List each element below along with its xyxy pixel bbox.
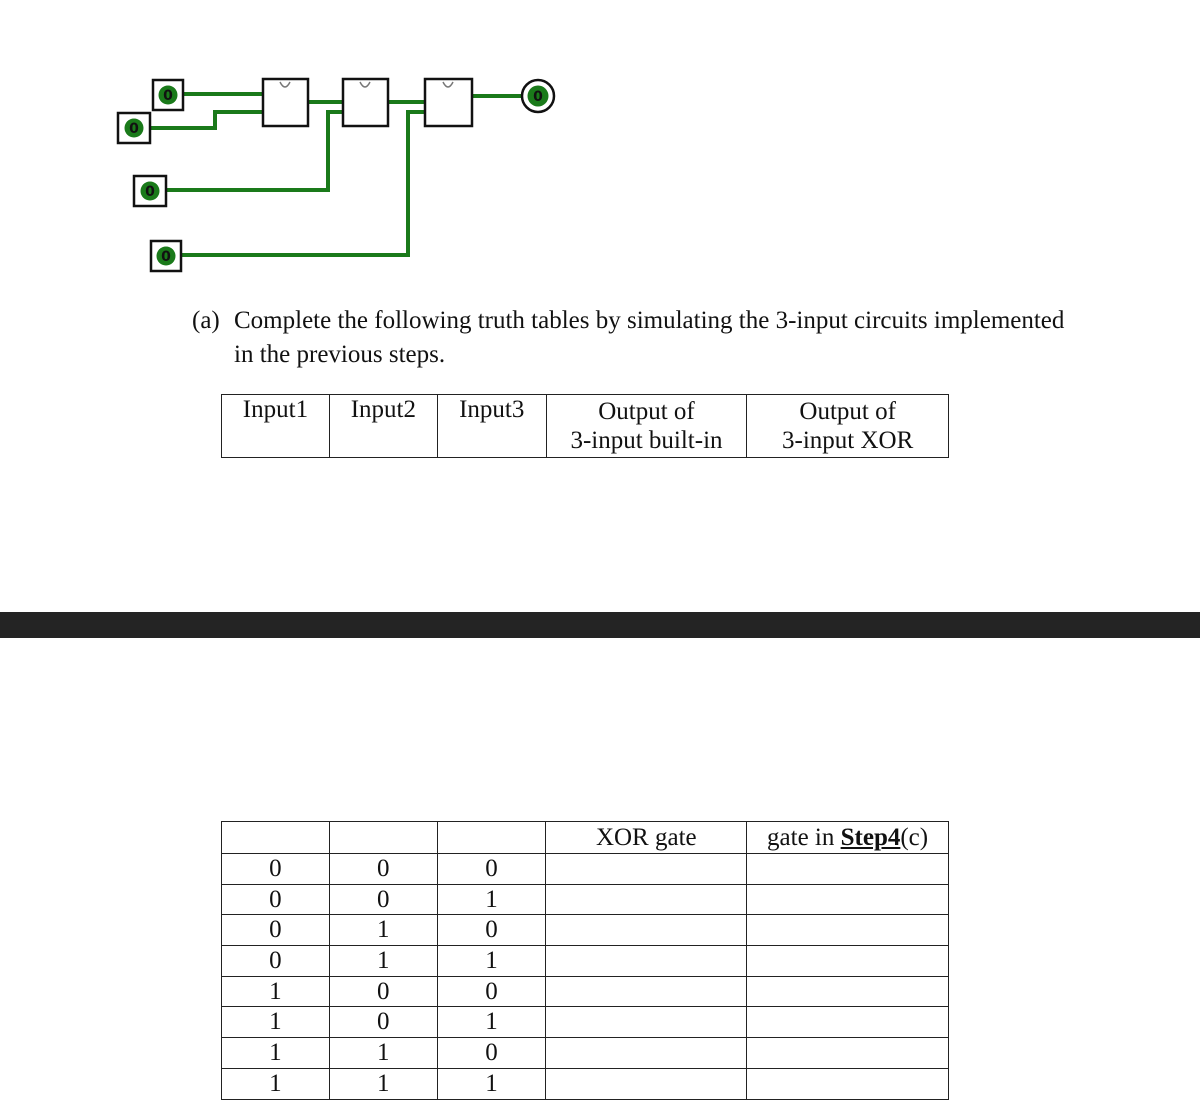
input-pin-2[interactable]	[118, 113, 150, 143]
cell-input2: 0	[329, 854, 437, 885]
cell-input3: 1	[437, 1068, 546, 1099]
gate-2[interactable]	[343, 79, 388, 126]
header-input2: Input2	[329, 395, 437, 458]
table-row	[222, 884, 949, 915]
question-number: (a)	[192, 307, 220, 334]
cell-input3: 0	[437, 915, 546, 946]
input-pin-4[interactable]	[151, 241, 181, 271]
output-pin	[522, 80, 554, 112]
table-row	[222, 946, 949, 977]
cell-xor-output[interactable]	[546, 946, 747, 977]
cell-input3: 0	[437, 1038, 546, 1069]
cell-input1: 1	[222, 1068, 330, 1099]
cell-step4-output[interactable]	[747, 884, 949, 915]
table-row	[222, 915, 949, 946]
cell-input1: 0	[222, 854, 330, 885]
header-input1: Input1	[222, 395, 330, 458]
input-pin-value: 0	[129, 121, 139, 137]
table-header-row	[222, 822, 949, 854]
wire-c	[166, 112, 343, 190]
cell-xor-output[interactable]	[546, 884, 747, 915]
cell-input2: 1	[329, 915, 437, 946]
header-line: Output of	[598, 398, 695, 425]
table-row	[222, 1038, 949, 1069]
header-text: (c)	[900, 823, 929, 851]
cell-step4-output[interactable]	[747, 1007, 949, 1038]
question-text	[192, 304, 1132, 372]
header-xor-output	[747, 395, 949, 458]
cell-step4-output[interactable]	[747, 1068, 949, 1099]
cell-xor-output[interactable]	[546, 854, 747, 885]
header-cell	[329, 822, 437, 854]
cell-xor-output[interactable]	[546, 1007, 747, 1038]
cell-step4-output[interactable]	[747, 976, 949, 1007]
input-pin-3[interactable]	[134, 176, 166, 206]
question-line-1: Complete the following truth tables by simulating the 3-input circuits implemented	[234, 307, 1065, 334]
header-text: gate in	[767, 823, 841, 851]
cell-input1: 1	[222, 1007, 330, 1038]
header-line: 3-input built-in	[570, 427, 723, 454]
input-pin-value: 0	[145, 184, 155, 200]
table-row	[222, 854, 949, 885]
cell-input1: 0	[222, 884, 330, 915]
circuit-diagram	[0, 0, 1200, 300]
question-line-2: in the previous steps.	[234, 341, 446, 368]
header-cell	[437, 822, 546, 854]
cell-input1: 1	[222, 1038, 330, 1069]
cell-input2: 1	[329, 1068, 437, 1099]
wire-d	[180, 112, 425, 255]
cell-input3: 0	[437, 854, 546, 885]
header-line: Output of	[799, 398, 896, 425]
cell-input2: 1	[329, 946, 437, 977]
cell-xor-output[interactable]	[546, 915, 747, 946]
cell-step4-output[interactable]	[747, 915, 949, 946]
output-pin-value: 0	[533, 89, 543, 105]
cell-input2: 0	[329, 884, 437, 915]
cell-xor-output[interactable]	[546, 1068, 747, 1099]
input-pin-value: 0	[161, 249, 171, 265]
header-builtin-output	[546, 395, 747, 458]
cell-input1: 0	[222, 946, 330, 977]
table-row	[222, 1007, 949, 1038]
wire-b	[150, 112, 263, 128]
cell-input1: 1	[222, 976, 330, 1007]
input-pin-1[interactable]	[153, 80, 183, 110]
header-line: 3-input XOR	[782, 427, 914, 454]
cell-step4-output[interactable]	[747, 1038, 949, 1069]
cell-input3: 1	[437, 1007, 546, 1038]
page-divider	[0, 612, 1200, 638]
cell-input2: 0	[329, 1007, 437, 1038]
gate-1[interactable]	[263, 79, 308, 126]
gate-3[interactable]	[425, 79, 472, 126]
cell-input1: 0	[222, 915, 330, 946]
truth-table-body	[221, 821, 949, 1100]
cell-input3: 1	[437, 946, 546, 977]
cell-input3: 1	[437, 884, 546, 915]
cell-input3: 0	[437, 976, 546, 1007]
header-input3: Input3	[437, 395, 546, 458]
cell-step4-output[interactable]	[747, 946, 949, 977]
cell-step4-output[interactable]	[747, 854, 949, 885]
cell-xor-output[interactable]	[546, 1038, 747, 1069]
step-reference: Step4	[840, 823, 901, 851]
table-row	[222, 1068, 949, 1099]
header-cell	[222, 822, 330, 854]
truth-table-header	[221, 394, 949, 458]
header-step4-gate	[747, 822, 949, 854]
cell-xor-output[interactable]	[546, 976, 747, 1007]
cell-input2: 0	[329, 976, 437, 1007]
header-xor-gate: XOR gate	[546, 822, 747, 854]
cell-input2: 1	[329, 1038, 437, 1069]
table-row	[222, 976, 949, 1007]
input-pin-value: 0	[163, 88, 173, 104]
